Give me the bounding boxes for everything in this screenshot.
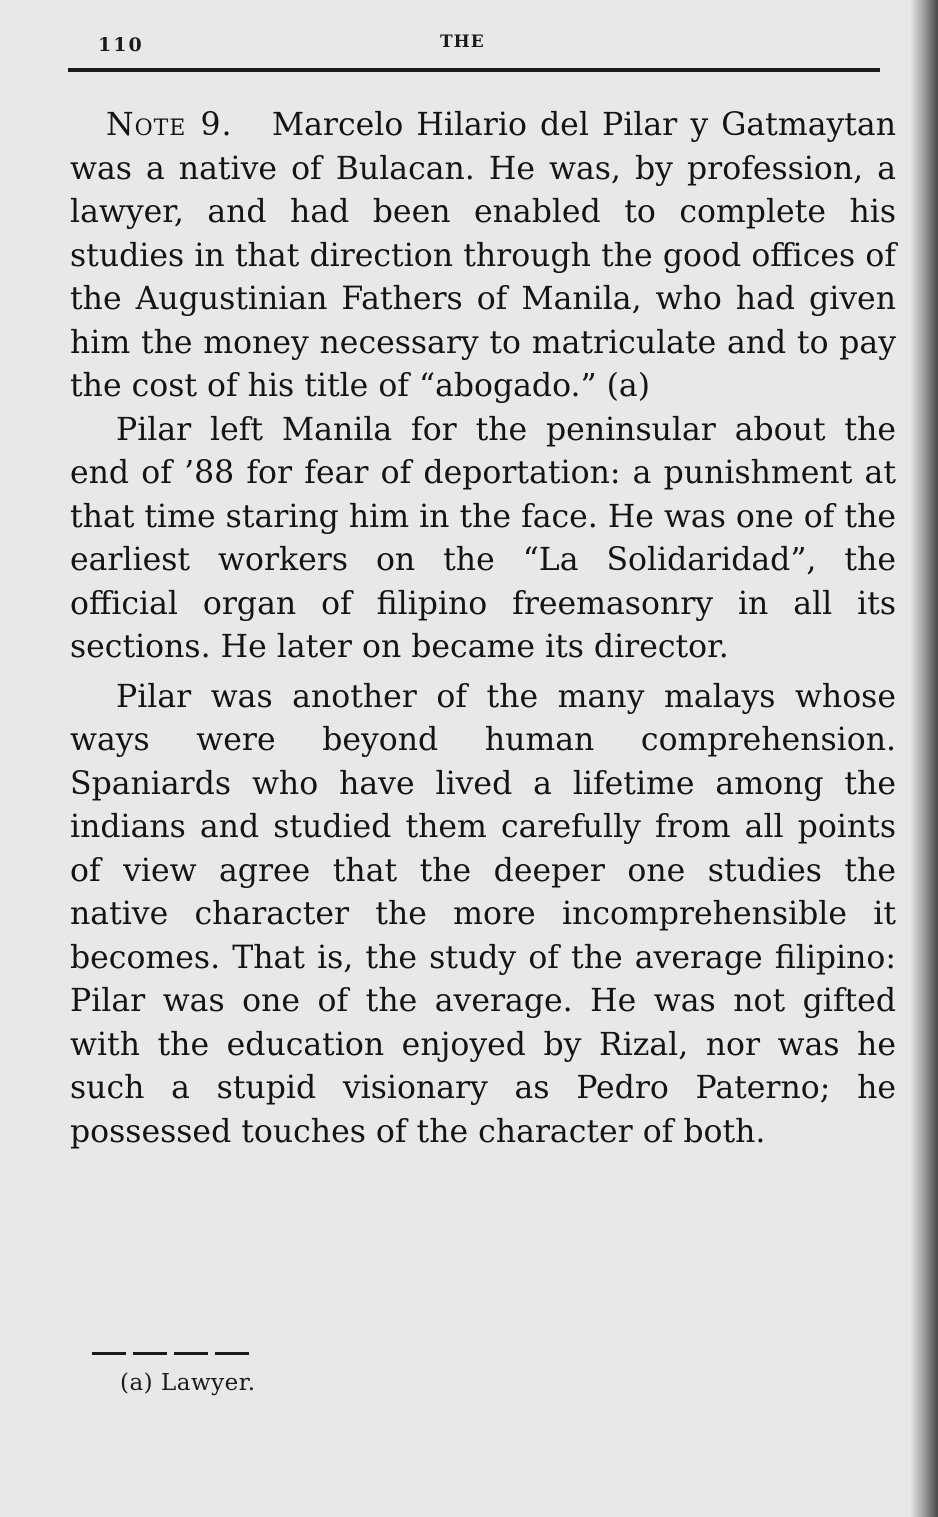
page-number: 110: [98, 34, 144, 56]
running-head: [68, 30, 880, 70]
footnote-rule: [92, 1352, 256, 1355]
note-paragraph-text: Marcelo Hilario del Pilar y Gatmaytan was a native of Bulacan. He was, by profession, a lawyer, and had been enabled to complete his studies in that direction through the good offices of the Augustinian Fathers of Manila, who had given him the money necessary to matriculate and to pay the cost of his title of “abogado.” (a): [70, 107, 897, 404]
footnote: (a) Lawyer.: [120, 1370, 256, 1396]
header-rule: [68, 68, 880, 72]
running-title: THE: [440, 32, 485, 52]
page-binding-edge: [910, 0, 938, 1517]
note-paragraph: [70, 104, 896, 409]
note-body: [70, 104, 896, 1154]
note-label: Note 9.: [106, 107, 233, 143]
note-paragraph: Pilar was another of the many malays whose ways were beyond human comprehension. Spaniards who have lived a lifetime among the indians and studied them carefully from all points of view agree that the deeper one studies the native character the more incomprehensible it becomes. That is, the study of the average filipino: Pilar was one of the average. He was not gifted with the education enjoyed by Rizal, nor was he such a stupid visionary as Pedro Paterno; he possessed touches of the character of both.: [70, 678, 896, 1150]
note-paragraph: Pilar left Manila for the peninsular about the end of ’88 for fear of deportation: a punishment at that time staring him in the face. He was one of the earliest workers on the “La Solidaridad”, the official organ of filipino freemasonry in all its sections. He later on became its director.: [70, 411, 896, 665]
